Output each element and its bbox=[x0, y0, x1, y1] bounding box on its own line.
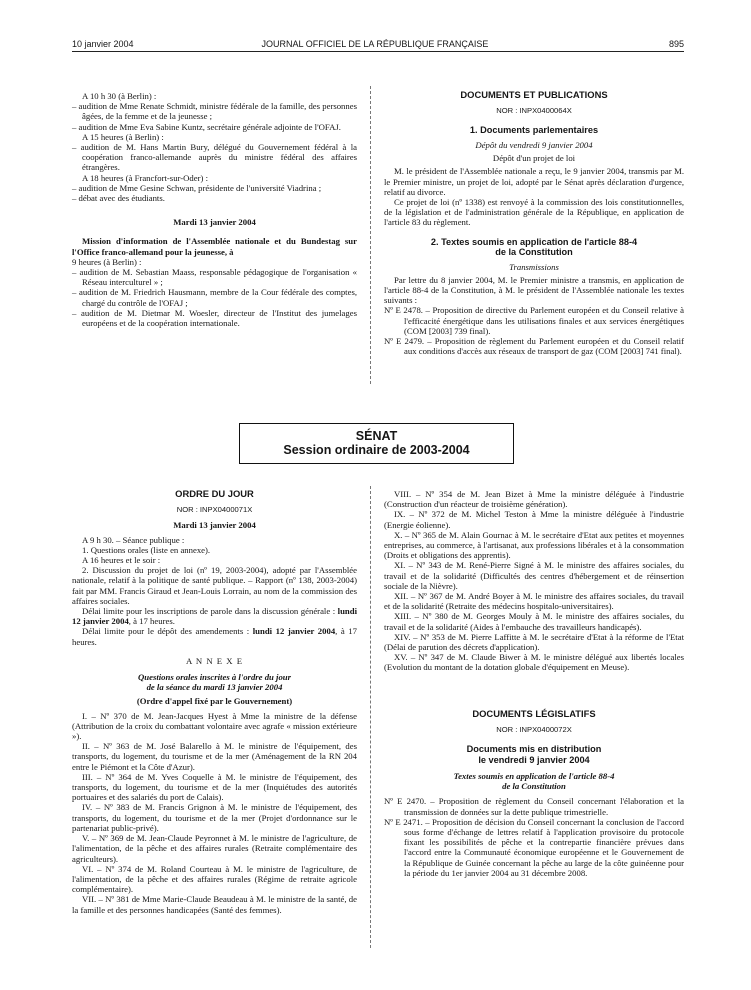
schedule-line: A 18 heures (à Francfort-sur-Oder) : bbox=[82, 172, 208, 183]
annexe-title: de la séance du mardi 13 janvier 2004 bbox=[146, 682, 283, 693]
date-heading: Mardi 13 janvier 2004 bbox=[173, 217, 256, 228]
nor-reference: NOR : INPX0400064X bbox=[496, 106, 572, 116]
schedule-line: A 10 h 30 (à Berlin) : bbox=[82, 91, 157, 101]
text-entry: Nº E 2470. – Proposition de règlement du Conseil concernant l'élaboration et la transmission de données sur la dette publique trimestrielle. bbox=[384, 796, 684, 817]
deadline-time: , à 17 heures. bbox=[72, 626, 357, 647]
question-item: VII. – Nº 381 de Mme Marie-Claude Beaudeau à M. le ministre de la santé, de la famille et des personnes handicapées (Santé des femmes). bbox=[72, 894, 357, 915]
question-item: VI. – Nº 374 de M. Roland Courteau à M. le ministre de l'agriculture, de l'alimentation, de la pêche et des affaires rurales (Régime de retraite agricole complémentaire). bbox=[72, 863, 357, 895]
paragraph: Par lettre du 8 janvier 2004, M. le Premier ministre a transmis, en application de l'article 88-4 de la Constitution, à M. le président de l'Assemblée nationale les textes suivants : bbox=[384, 274, 684, 306]
agenda-line: A 9 h 30. – Séance publique : bbox=[82, 534, 185, 545]
senat-banner bbox=[239, 423, 514, 464]
distribution-subtitle: Textes soumis en application de l'article 88-4 bbox=[453, 771, 615, 782]
paragraph: M. le président de l'Assemblée nationale a reçu, le 9 janvier 2004, transmis par M. le Premier ministre, un projet de loi, adopté par le Sénat après déclaration d'urgence, relatif au divorce. bbox=[384, 166, 684, 197]
deadline-text: Délai limite pour le dépôt des amendements : bbox=[82, 626, 253, 637]
agenda-line: 1. Questions orales (liste en annexe). bbox=[82, 544, 211, 555]
distribution-title: le vendredi 9 janvier 2004 bbox=[478, 754, 590, 765]
section-heading: DOCUMENTS ET PUBLICATIONS bbox=[460, 89, 608, 100]
question-item: IV. – Nº 383 de M. Francis Grignon à M. le ministre de l'équipement, des transports, du logement, du tourisme et de la mer (Projet d'ordonnance sur le partenariat public-privé). bbox=[72, 802, 357, 833]
right-bottom-column bbox=[384, 489, 684, 878]
deadline-text: Délai limite pour les inscriptions de parole dans la discussion générale : bbox=[82, 606, 338, 617]
right-top-column bbox=[384, 90, 684, 356]
section-heading: DOCUMENTS LÉGISLATIFS bbox=[472, 707, 596, 719]
deadline-line bbox=[72, 606, 357, 626]
audition-item: – audition de Mme Eva Sabine Kuntz, secrétaire générale adjointe de l'OFAJ. bbox=[72, 121, 341, 132]
question-item: III. – Nº 364 de M. Yves Coquelle à M. le ministre de l'équipement, des transports, du logement, du tourisme et de la mer (Inquiétudes des autorités portuaires et des salariés du port de Calais). bbox=[72, 771, 357, 803]
agenda-line: A 16 heures et le soir : bbox=[82, 555, 161, 566]
question-item: XIII. – Nº 380 de M. Georges Mouly à M. le ministre des affaires sociales, du travail et de la solidarité (Aides à l'embauche des travailleurs handicapés). bbox=[384, 611, 684, 632]
subsection-title: de la Constitution bbox=[495, 247, 573, 258]
audition-item: – audition de Mme Renate Schmidt, ministre fédérale de la famille, des personnes âgées, de la femme et de la jeunesse ; bbox=[72, 101, 357, 122]
text-entry: Nº E 2478. – Proposition de directive du Parlement européen et du Conseil relative à l'efficacité énergétique dans les utilisations finales et aux services énergétiques (COM [2003] 739 final). bbox=[384, 305, 684, 336]
question-item: XII. – Nº 367 de M. André Boyer à M. le ministre des affaires sociales, du travail et de la solidarité (Retraite des médecins hospitalo-universitaires). bbox=[384, 591, 684, 612]
subsection-title: 2. Textes soumis en application de l'article 88-4 bbox=[430, 236, 638, 247]
question-item: II. – Nº 363 de M. José Balarello à M. le ministre de l'équipement, des transports, du logement, du tourisme et de la mer (Aménagement de la RN 204 entre le Piémont et la Côte d'Azur). bbox=[72, 741, 357, 772]
annexe-title: Questions orales inscrites à l'ordre du jour bbox=[137, 672, 292, 683]
paragraph: Ce projet de loi (nº 1338) est renvoyé à la commission des lois constitutionnelles, de la législation et de l'administration générale de la République, en application de l'article 83 du règlement. bbox=[384, 196, 684, 228]
column-divider-top bbox=[370, 86, 371, 384]
deadline-line bbox=[72, 626, 357, 646]
audition-item: – audition de M. Friedrich Hausmann, membre de la Cour fédérale des comptes, chargé du contrôle de l'OFAJ ; bbox=[72, 287, 357, 308]
call-order: (Ordre d'appel fixé par le Gouvernement) bbox=[136, 696, 293, 707]
mission-time: 9 heures (à Berlin) : bbox=[72, 256, 142, 267]
nor-reference: NOR : INPX0400072X bbox=[496, 724, 572, 734]
question-item: X. – Nº 365 de M. Alain Gournac à M. le secrétaire d'Etat aux petites et moyennes entreprises, au commerce, à l'artisanat, aux professions libérales et à la consommation (Droits et obligations des apprentis). bbox=[384, 529, 684, 561]
question-item: IX. – Nº 372 de M. Michel Teston à Mme la ministre déléguée à l'industrie (Energie éolienne). bbox=[384, 509, 684, 530]
senat-session: Session ordinaire de 2003-2004 bbox=[283, 443, 470, 457]
section-heading: ORDRE DU JOUR bbox=[175, 488, 254, 499]
header-date: 10 janvier 2004 bbox=[72, 39, 134, 49]
header-rule bbox=[72, 51, 684, 52]
distribution-subtitle: de la Constitution bbox=[502, 781, 566, 792]
audition-item: – débat avec des étudiants. bbox=[72, 193, 165, 204]
distribution-title: Documents mis en distribution bbox=[466, 744, 602, 755]
agenda-line: 2. Discussion du projet de loi (nº 19, 2003-2004), adopté par l'Assemblée nationale, relatif à la politique de santé publique. – Rapport (nº 138, 2003-2004) fait par MM. Francis Giraud et Jean-Louis Lorrain, au nom de la commission des affaires sociales. bbox=[72, 565, 357, 606]
deadline-time: , à 17 heures. bbox=[128, 616, 175, 627]
page-number: 895 bbox=[668, 39, 684, 49]
deadline-date: lundi 12 janvier 2004 bbox=[252, 626, 336, 637]
question-item: XIV. – Nº 353 de M. Pierre Laffitte à M. le secrétaire d'Etat à la réforme de l'Etat (Délai de parution des décrets d'application). bbox=[384, 631, 684, 653]
question-item: XV. – Nº 347 de M. Claude Biwer à M. le ministre délégué aux libertés locales (Evolution du montant de la dotation globale d'équipement en Meuse). bbox=[384, 652, 684, 673]
audition-item: – audition de Mme Gesine Schwan, présidente de l'université Viadrina ; bbox=[72, 182, 322, 193]
deadline-date: lundi 12 janvier 2004 bbox=[72, 606, 357, 627]
column-divider-bottom bbox=[370, 486, 371, 948]
senat-title: SÉNAT bbox=[355, 429, 398, 443]
audition-item: – audition de M. Dietmar M. Woesler, directeur de l'Institut des jumelages européens et de la coopération internationale. bbox=[72, 307, 357, 329]
question-item: XI. – Nº 343 de M. René-Pierre Signé à M. le ministre des affaires sociales, du travail et de la solidarité (Difficultés des centres d'hébergement et de réinsertion sociale de la Nièvre). bbox=[384, 560, 684, 591]
deposit-subtitle: Dépôt d'un projet de loi bbox=[492, 153, 576, 164]
date-heading: Mardi 13 janvier 2004 bbox=[173, 520, 256, 531]
annexe-heading: A N N E X E bbox=[185, 655, 244, 666]
question-item: V. – Nº 369 de M. Jean-Claude Peyronnet à M. le ministre de l'agriculture, de l'alimentation, de la pêche et des affaires rurales (Retraite complémentaire des agriculteurs). bbox=[72, 833, 357, 864]
mission-title: Mission d'information de l'Assemblée nationale et du Bundestag sur l'Office franco-allemand pour la jeunesse, à bbox=[72, 236, 357, 257]
audition-item: – audition de M. Hans Martin Bury, délégué du Gouvernement fédéral à la coopération franco-allemande auprès du ministre fédéral des affaires étrangères. bbox=[72, 142, 357, 173]
left-bottom-column bbox=[72, 489, 357, 915]
subsection-title: 1. Documents parlementaires bbox=[469, 125, 599, 136]
nor-reference: NOR : INPX0400071X bbox=[176, 505, 253, 515]
text-entry: Nº E 2479. – Proposition de règlement du Parlement européen et du Conseil relatif aux conditions d'accès aux réseaux de transport de gaz (COM [2003] 741 final). bbox=[384, 335, 684, 357]
left-top-column bbox=[72, 91, 357, 328]
audition-item: – audition de M. Sebastian Maass, responsable pédagogique de l'organisation « Réseau interculturel » ; bbox=[72, 267, 357, 288]
journal-title: JOURNAL OFFICIEL DE LA RÉPUBLIQUE FRANÇAISE bbox=[261, 39, 489, 49]
text-entry: Nº E 2471. – Proposition de décision du Conseil concernant la conclusion de l'accord sous forme d'échange de lettres relatif à l'application provisoire du protocole fixant les possibilités de pêche et la contrepartie financière prévues dans l'accord entre la Communauté économique européenne et le Gouvernement de la République de Guinée concernant la pêche au large de la côte guinéenne pour la période du 1er janvier 2004 au 31 décembre 2008. bbox=[384, 816, 684, 878]
schedule-line: A 15 heures (à Berlin) : bbox=[82, 131, 164, 142]
question-item: VIII. – Nº 354 de M. Jean Bizet à Mme la ministre déléguée à l'industrie (Construction d'un réacteur de troisième génération). bbox=[384, 489, 684, 510]
transmissions-subtitle: Transmissions bbox=[509, 261, 559, 272]
deposit-date: Dépôt du vendredi 9 janvier 2004 bbox=[475, 139, 593, 150]
question-item: I. – Nº 370 de M. Jean-Jacques Hyest à Mme la ministre de la défense (Attribution de la croix du combattant volontaire avec agrafe « mission extérieure »). bbox=[72, 710, 357, 742]
